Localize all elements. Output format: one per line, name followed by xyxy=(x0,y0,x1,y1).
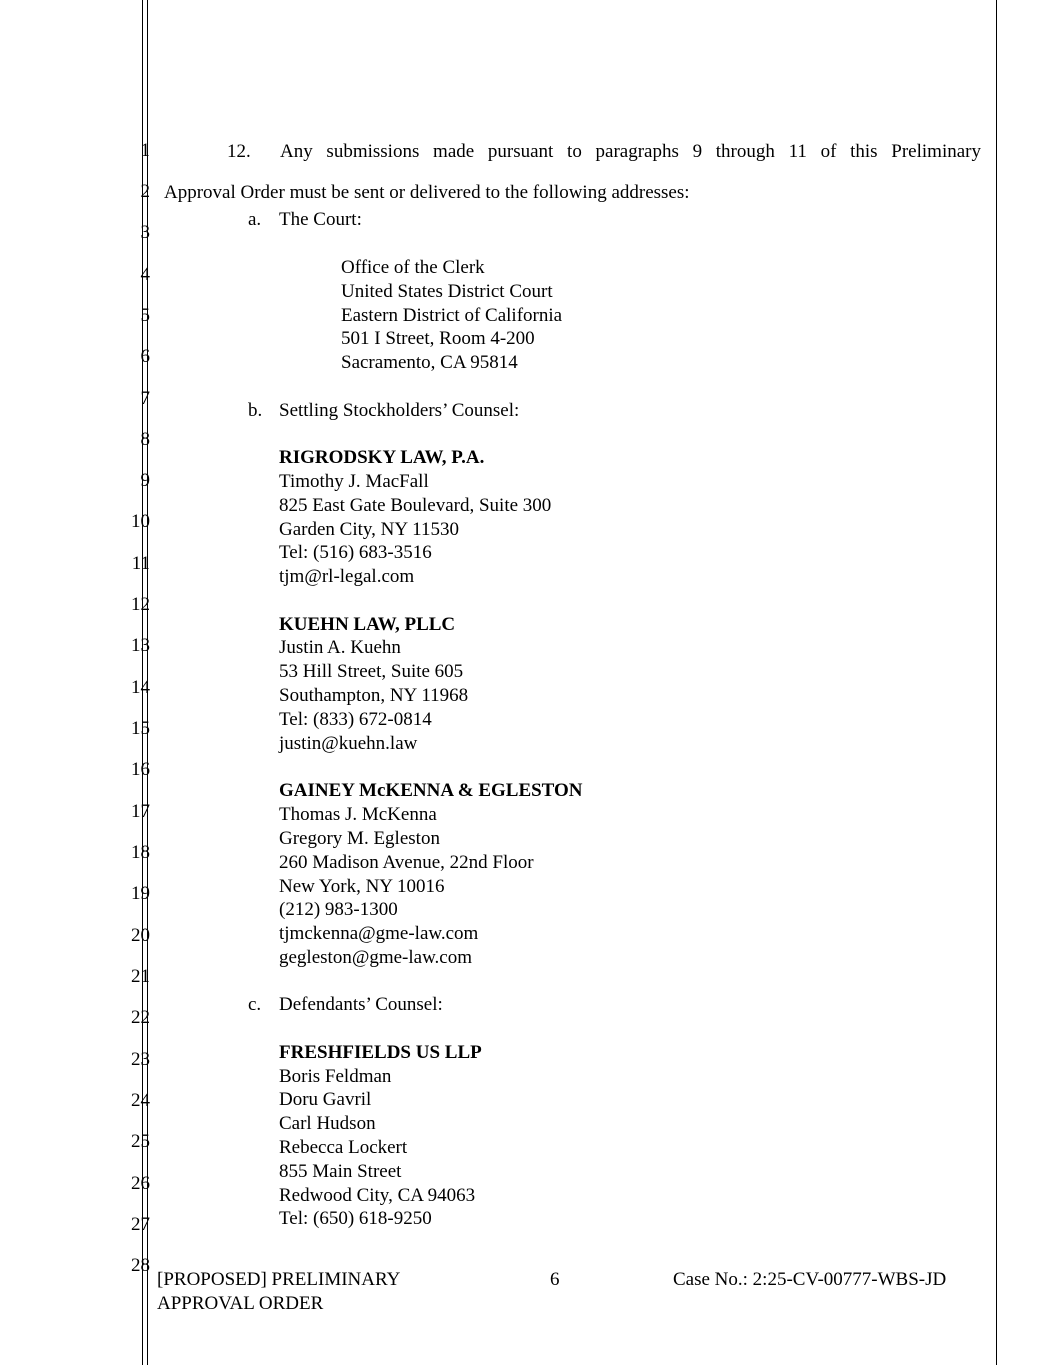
firm-line: Tel: (650) 618-9250 xyxy=(279,1208,432,1229)
firm-line: Redwood City, CA 94063 xyxy=(279,1185,476,1206)
firm-line: Garden City, NY 11530 xyxy=(279,519,459,540)
paragraph-text: Any submissions made pursuant to paragraphs 9 through 11 of this Preliminary xyxy=(280,141,981,162)
page-number: 6 xyxy=(550,1269,560,1290)
firm-line: Thomas J. McKenna xyxy=(279,804,437,825)
firm-email: tjmckenna@gme-law.com xyxy=(279,923,479,944)
firm-email: gegleston@gme-law.com xyxy=(279,947,473,968)
item-marker-a: a. xyxy=(248,209,262,230)
firm-line: Boris Feldman xyxy=(279,1066,392,1087)
firm-line: Rebecca Lockert xyxy=(279,1137,408,1158)
firm-line: 53 Hill Street, Suite 605 xyxy=(279,661,464,682)
line-number: 20 xyxy=(131,925,150,946)
line-number: 5 xyxy=(140,305,150,326)
firm-line: New York, NY 10016 xyxy=(279,876,445,897)
line-number: 24 xyxy=(131,1090,150,1111)
firm-line: Tel: (516) 683-3516 xyxy=(279,542,432,563)
paragraph-number: 12. xyxy=(227,141,251,162)
line-number: 18 xyxy=(131,842,150,863)
line-number: 16 xyxy=(131,759,150,780)
line-number: 12 xyxy=(131,594,150,615)
line-number: 7 xyxy=(140,388,150,409)
paragraph-12-line1 xyxy=(164,140,981,164)
line-number: 27 xyxy=(131,1214,150,1235)
defendants-counsel-heading: Defendants’ Counsel: xyxy=(279,994,443,1015)
line-number: 19 xyxy=(131,883,150,904)
line-number: 9 xyxy=(140,470,150,491)
line-number: 25 xyxy=(131,1131,150,1152)
line-number: 23 xyxy=(131,1049,150,1070)
firm-line: 855 Main Street xyxy=(279,1161,402,1182)
firm-name: RIGRODSKY LAW, P.A. xyxy=(279,447,485,468)
right-margin-rule xyxy=(996,0,997,1365)
court-address-line: Eastern District of California xyxy=(341,305,563,326)
firm-name: GAINEY McKENNA & EGLESTON xyxy=(279,780,583,801)
firm-line: Timothy J. MacFall xyxy=(279,471,429,492)
line-number: 8 xyxy=(140,429,150,450)
item-marker-b: b. xyxy=(248,400,263,421)
footer-title-line1: [PROPOSED] PRELIMINARY xyxy=(157,1269,401,1290)
firm-line: 825 East Gate Boulevard, Suite 300 xyxy=(279,495,552,516)
firm-line: Southampton, NY 11968 xyxy=(279,685,469,706)
line-number: 17 xyxy=(131,801,150,822)
line-number: 4 xyxy=(140,264,150,285)
line-number: 10 xyxy=(131,511,150,532)
firm-line: Tel: (833) 672-0814 xyxy=(279,709,432,730)
line-number: 14 xyxy=(131,677,150,698)
stockholders-counsel-heading: Settling Stockholders’ Counsel: xyxy=(279,400,520,421)
firm-email: tjm@rl-legal.com xyxy=(279,566,415,587)
line-number: 1 xyxy=(140,140,150,161)
line-number: 21 xyxy=(131,966,150,987)
line-number: 28 xyxy=(131,1255,150,1276)
court-address-line: Office of the Clerk xyxy=(341,257,485,278)
court-address-line: United States District Court xyxy=(341,281,553,302)
line-number: 26 xyxy=(131,1173,150,1194)
court-address-line: Sacramento, CA 95814 xyxy=(341,352,518,373)
footer-title-line2: APPROVAL ORDER xyxy=(157,1293,324,1314)
line-number: 2 xyxy=(140,181,150,202)
firm-line: Carl Hudson xyxy=(279,1113,376,1134)
firm-line: Doru Gavril xyxy=(279,1089,372,1110)
line-number: 6 xyxy=(140,346,150,367)
line-number: 15 xyxy=(131,718,150,739)
case-number: Case No.: 2:25-CV-00777-WBS-JD xyxy=(673,1269,947,1290)
firm-name: KUEHN LAW, PLLC xyxy=(279,614,456,635)
firm-line: Gregory M. Egleston xyxy=(279,828,440,849)
firm-email: justin@kuehn.law xyxy=(279,733,418,754)
court-heading: The Court: xyxy=(279,209,362,230)
item-marker-c: c. xyxy=(248,994,262,1015)
paragraph-12-line2: Approval Order must be sent or delivered to the following addresses: xyxy=(164,182,690,203)
line-number: 11 xyxy=(131,553,150,574)
line-number: 3 xyxy=(140,222,150,243)
line-number: 13 xyxy=(131,635,150,656)
firm-line: Justin A. Kuehn xyxy=(279,637,401,658)
court-address-line: 501 I Street, Room 4-200 xyxy=(341,328,535,349)
firm-line: 260 Madison Avenue, 22nd Floor xyxy=(279,852,534,873)
firm-line: (212) 983-1300 xyxy=(279,899,398,920)
firm-name: FRESHFIELDS US LLP xyxy=(279,1042,482,1063)
line-number: 22 xyxy=(131,1007,150,1028)
